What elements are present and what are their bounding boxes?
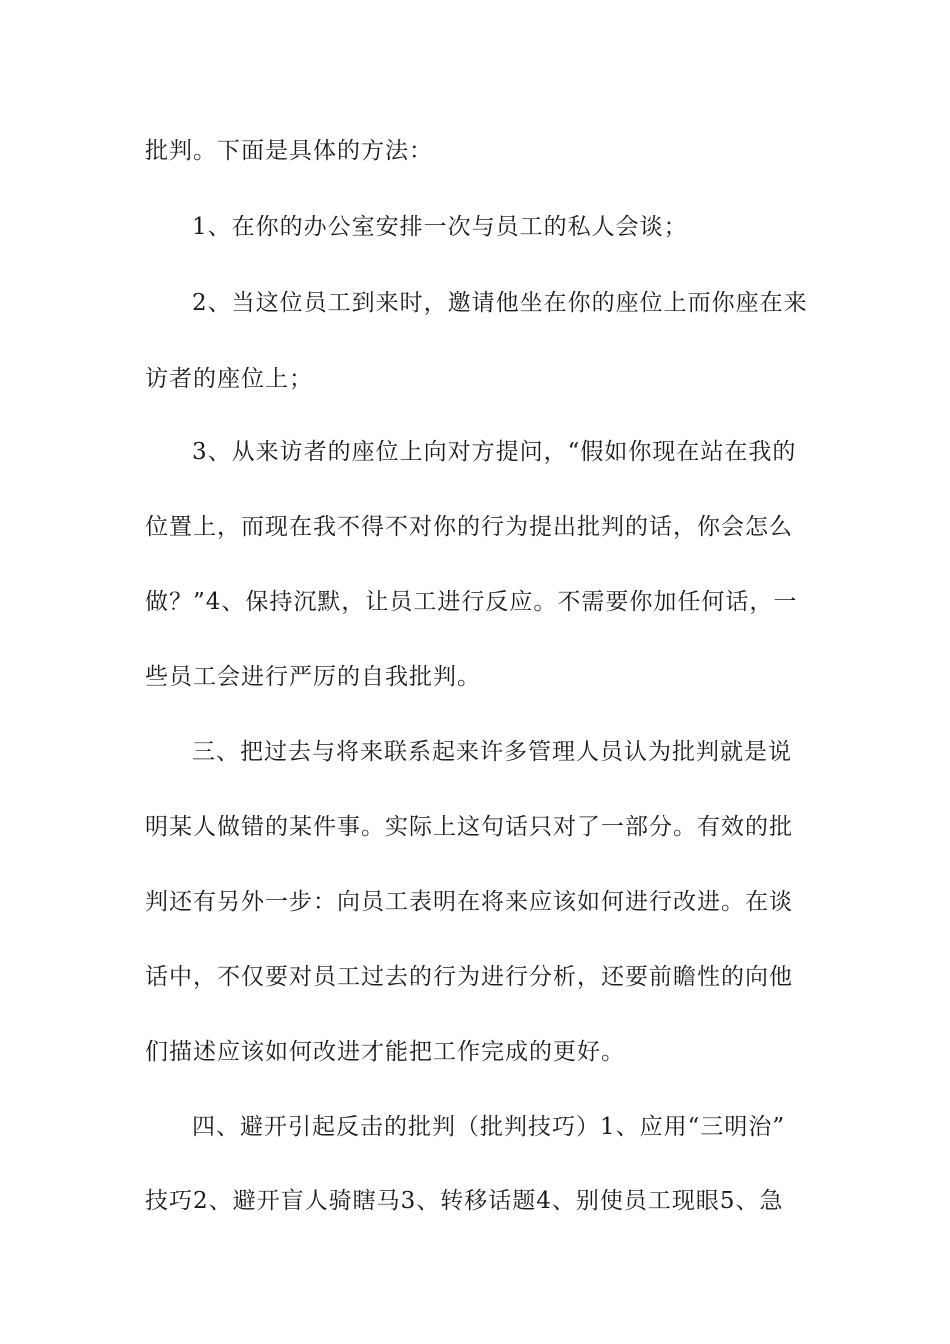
text-line: 话中，不仅要对员工过去的行为进行分析，还要前瞻性的向他	[145, 964, 793, 990]
text-line: 批判。下面是具体的方法：	[145, 138, 433, 164]
text-line: 访者的座位上；	[145, 366, 313, 392]
text-line: 明某人做错的某件事。实际上这句话只对了一部分。有效的批	[145, 814, 793, 840]
text-line: 做？”4、保持沉默，让员工进行反应。不需要你加任何话，一	[145, 589, 798, 615]
text-line: 1、在你的办公室安排一次与员工的私人会谈；	[192, 214, 688, 240]
text-line: 位置上，而现在我不得不对你的行为提出批判的话，你会怎么	[145, 514, 793, 540]
text-line: 技巧2、避开盲人骑瞎马3、转移话题4、别使员工现眼5、急	[145, 1188, 784, 1214]
text-line: 三、把过去与将来联系起来许多管理人员认为批判就是说	[192, 739, 792, 765]
text-line: 3、从来访者的座位上向对方提问，“假如你现在站在我的	[192, 439, 797, 465]
text-line: 判还有另外一步：向员工表明在将来应该如何进行改进。在谈	[145, 889, 793, 915]
text-line: 2、当这位员工到来时，邀请他坐在你的座位上而你座在来	[192, 290, 808, 316]
text-line: 四、避开引起反击的批判（批判技巧）1、应用“三明治”	[192, 1114, 786, 1140]
text-line: 些员工会进行严厉的自我批判。	[145, 664, 481, 690]
text-line: 们描述应该如何改进才能把工作完成的更好。	[145, 1039, 625, 1065]
